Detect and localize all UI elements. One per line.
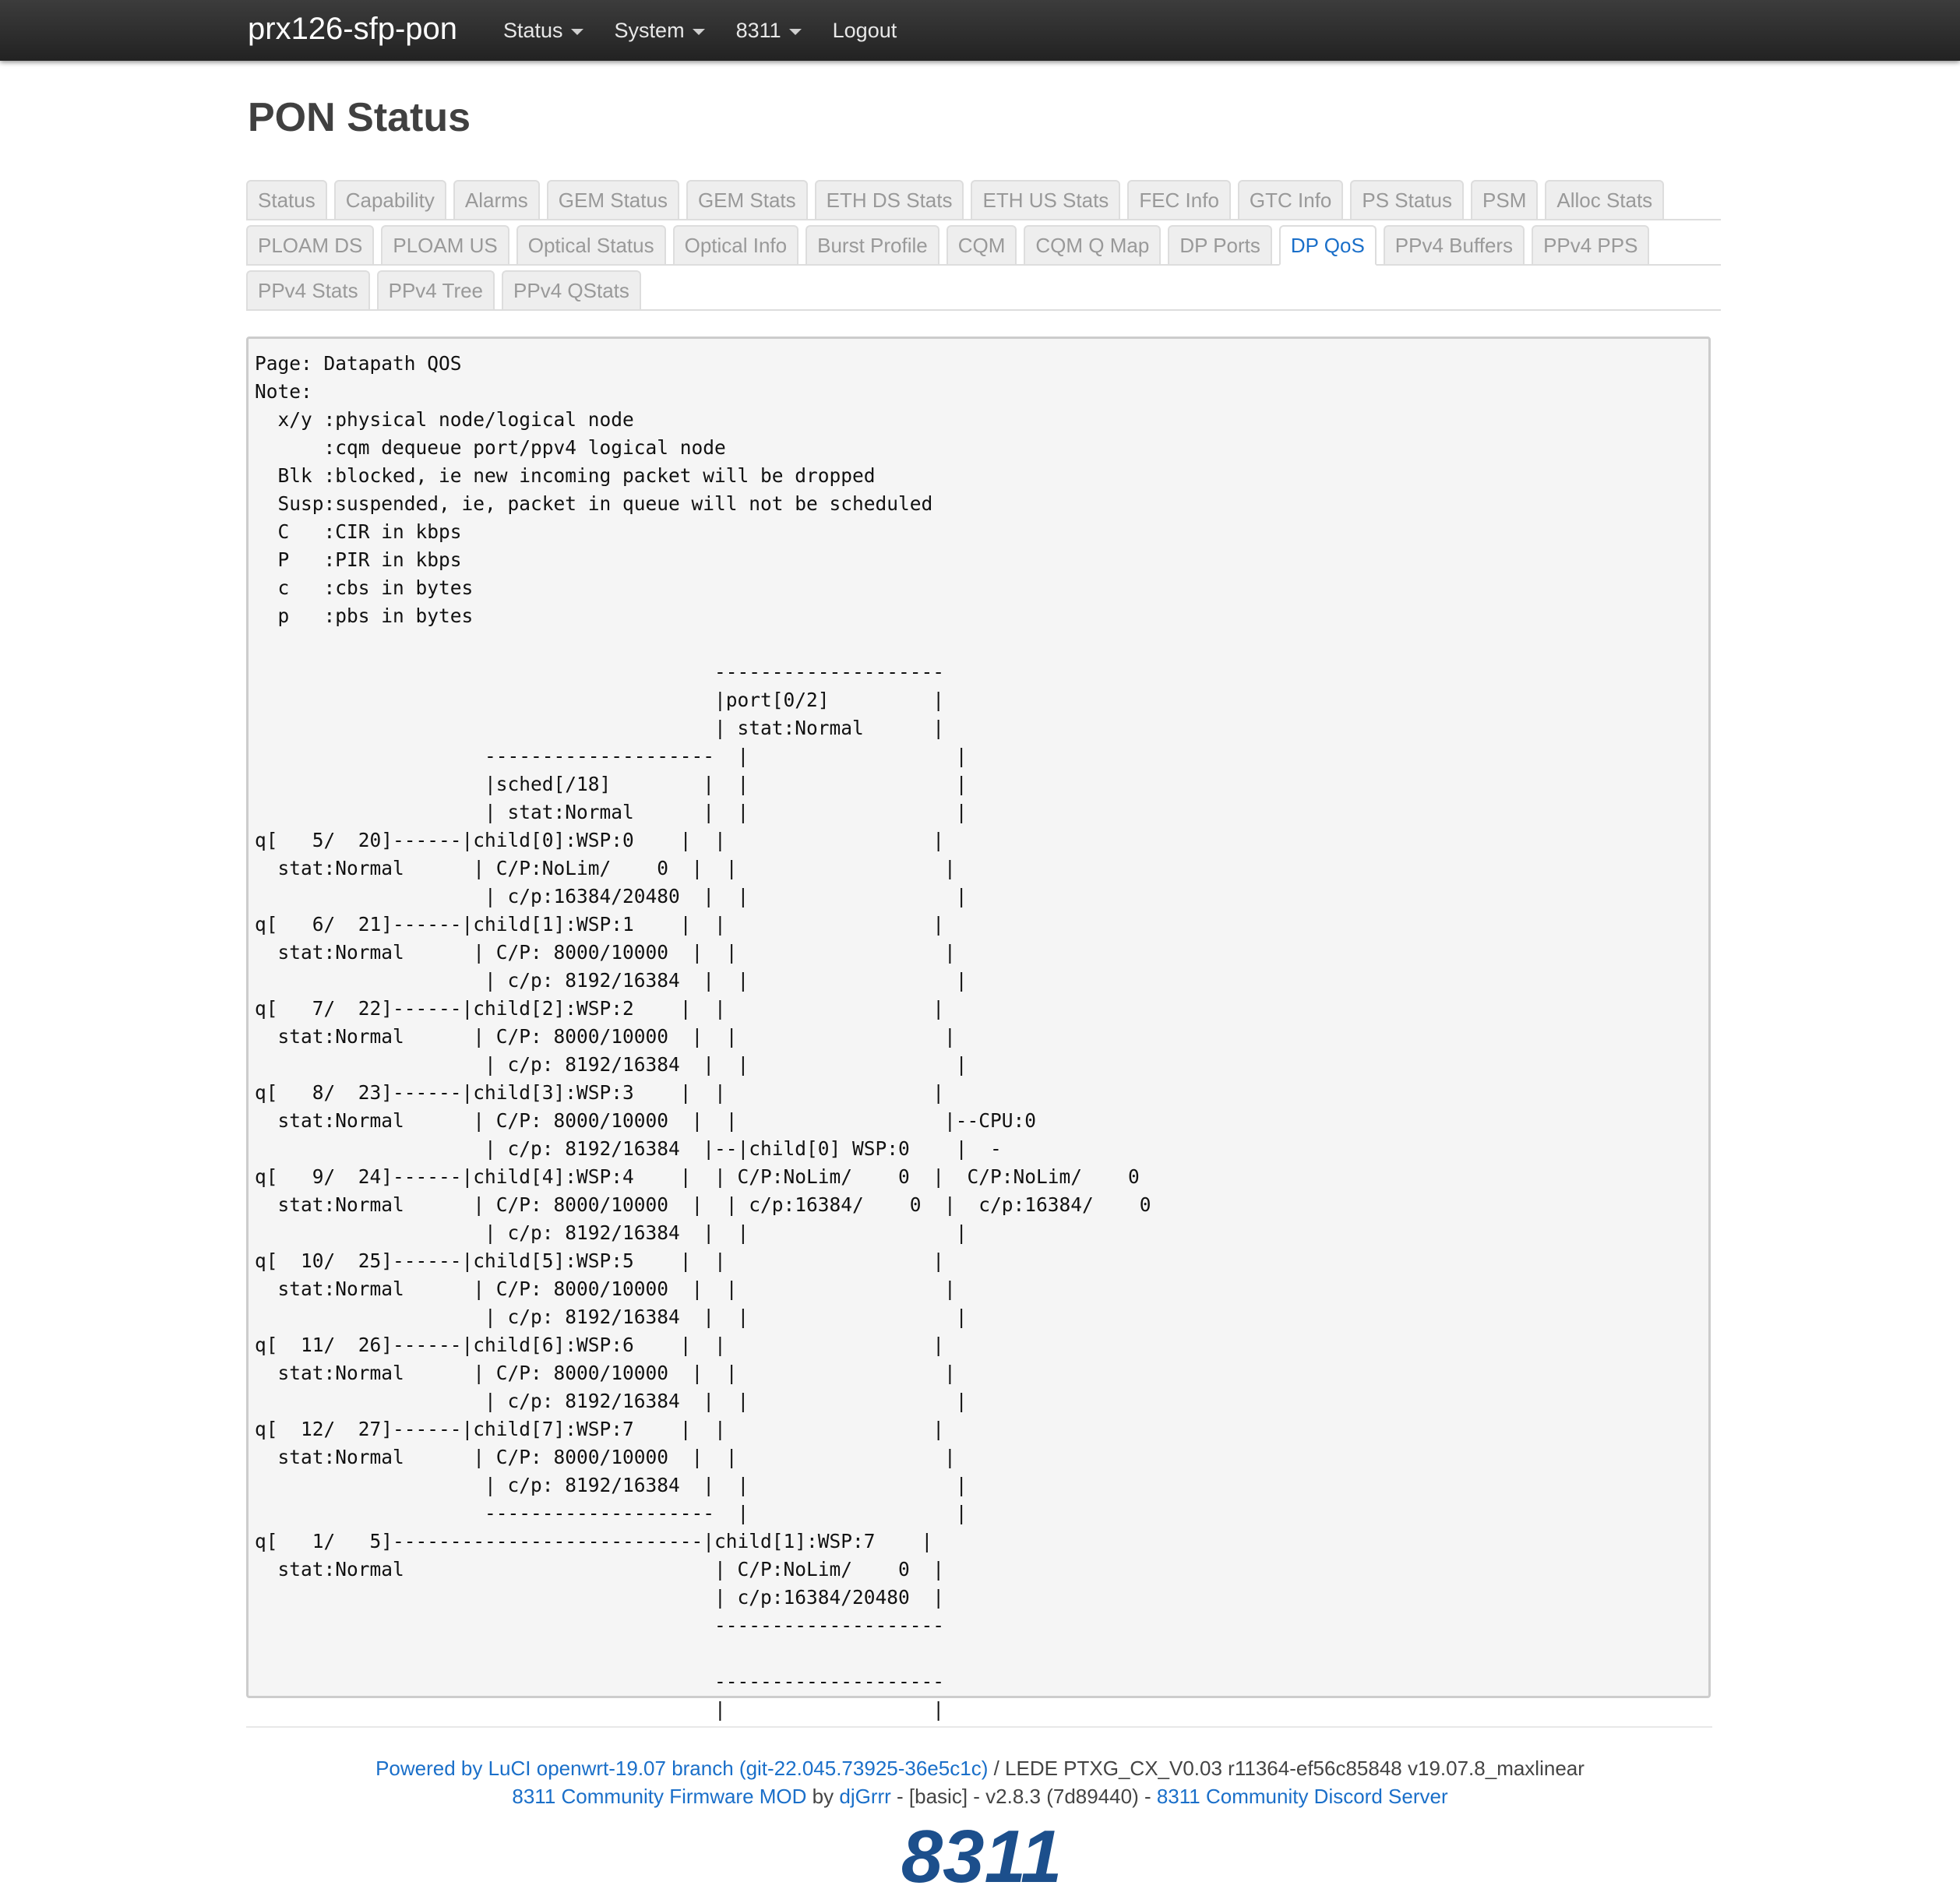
footer-line-1 <box>0 1754 1960 1782</box>
caret-down-icon <box>693 29 705 35</box>
tab-gtc-info[interactable]: GTC Info <box>1238 180 1343 220</box>
author-link[interactable]: djGrrr <box>839 1785 891 1808</box>
tab-optical-info[interactable]: Optical Info <box>673 225 799 266</box>
tab-eth-us-stats[interactable]: ETH US Stats <box>971 180 1120 220</box>
nav-menu <box>503 0 928 61</box>
tab-gem-stats[interactable]: GEM Stats <box>686 180 808 220</box>
page-title: PON Status <box>248 95 471 140</box>
footer-divider <box>246 1726 1712 1728</box>
tab-capability[interactable]: Capability <box>334 180 446 220</box>
community-firmware-link[interactable]: 8311 Community Firmware MOD <box>512 1785 807 1808</box>
nav-logout-link[interactable] <box>833 0 897 61</box>
tab-burst-profile[interactable]: Burst Profile <box>806 225 939 266</box>
dp-qos-output-pane[interactable] <box>246 337 1711 1721</box>
tab-ppv4-buffers[interactable]: PPv4 Buffers <box>1384 225 1525 266</box>
nav-system-menu[interactable] <box>615 0 705 61</box>
nav-8311-menu[interactable] <box>736 0 802 61</box>
brand-hostname[interactable]: prx126-sfp-pon <box>248 12 458 46</box>
footer <box>0 1754 1960 1810</box>
caret-down-icon <box>571 29 583 35</box>
logo-text: 8311 <box>901 1815 1063 1896</box>
tab-ppv4-pps[interactable]: PPv4 PPS <box>1532 225 1649 266</box>
nav-system-label: System <box>614 18 685 42</box>
dp-qos-output-text: Page: Datapath QOS Note: x/y :physical node/logical node :cqm dequeue port/ppv4 logical node Blk :blocked, ie new incoming packet will be dropped Susp:suspended, ie, packet in queue will not be scheduled C :CIR in kbps P :PIR in kbps c :cbs in bytes p :pbs in bytes -------------------- |port[0/2] | | stat:Normal | -------------------- | | |sched[/18] | | | | stat:Normal | | | q[ 5/ 20]------|child[0]:WSP:0 | | | stat:Normal | C/P:NoLim/ 0 | | | | c/p:16384/20480 | | | q[ 6/ 21]------|child[1]:WSP:1 | | | stat:Normal | C/P: 8000/10000 | | | | c/p: 8192/16384 | | | q[ 7/ 22]------|child[2]:WSP:2 | | | stat:Normal | C/P: 8000/10000 | | | | c/p: 8192/16384 | | | q[ 8/ 23]------|child[3]:WSP:3 | | | stat:Normal | C/P: 8000/10000 | | |--CPU:0 | c/p: 8192/16384 |--|child[0] WSP:0 | - q[ 9/ 24]------|child[4]:WSP:4 | | C/P:NoLim/ 0 | C/P:NoLim/ 0 stat:Normal | C/P: 8000/10000 | | c/p:16384/ 0 | c/p:16384/ 0 | c/p: 8192/16384 | | | q[ 10/ 25]------|child[5]:WSP:5 | | | stat:Normal | C/P: 8000/10000 | | | | c/p: 8192/16384 | | | q[ 11/ 26]------|child[6]:WSP:6 | | | stat:Normal | C/P: 8000/10000 | | | | c/p: 8192/16384 | | | q[ 12/ 27]------|child[7]:WSP:7 | | | stat:Normal | C/P: 8000/10000 | | | | c/p: 8192/16384 | | | -------------------- | | q[ 1/ 5]---------------------------|child[1]:WSP:7 | stat:Normal | C/P:NoLim/ 0 | | c/p:16384/20480 | -------------------- -------------------- | | <box>255 352 1151 1721</box>
tab-ploam-ds[interactable]: PLOAM DS <box>246 225 374 266</box>
footer-by-text: by <box>806 1785 840 1808</box>
firmware-version-text: / LEDE PTXG_CX_V0.03 r11364-ef56c85848 v19.07.8_maxlinear <box>988 1757 1585 1780</box>
tab-gem-status[interactable]: GEM Status <box>547 180 679 220</box>
tab-ppv4-tree[interactable]: PPv4 Tree <box>377 270 495 311</box>
tab-eth-ds-stats[interactable]: ETH DS Stats <box>815 180 964 220</box>
nav-logout-label: Logout <box>832 18 897 42</box>
tab-alarms[interactable]: Alarms <box>453 180 540 220</box>
luci-version-link[interactable]: Powered by LuCI openwrt-19.07 branch (git-22.045.73925-36e5c1c) <box>375 1757 989 1780</box>
tab-cqm[interactable]: CQM <box>947 225 1017 266</box>
mod-version-text: - [basic] - v2.8.3 (7d89440) - <box>890 1785 1157 1808</box>
8311-logo <box>901 1815 1063 1896</box>
tab-ps-status[interactable]: PS Status <box>1350 180 1464 220</box>
tab-row-1 <box>246 175 1721 220</box>
tab-cqm-q-map[interactable]: CQM Q Map <box>1024 225 1161 266</box>
nav-status-label: Status <box>503 18 563 42</box>
tab-status[interactable]: Status <box>246 180 327 220</box>
nav-8311-label: 8311 <box>735 18 781 42</box>
footer-line-2 <box>0 1782 1960 1810</box>
nav-status-menu[interactable] <box>503 0 583 61</box>
tab-dp-qos[interactable]: DP QoS <box>1279 225 1377 266</box>
tab-ppv4-stats[interactable]: PPv4 Stats <box>246 270 370 311</box>
tab-row-2 <box>246 220 1721 266</box>
tab-dp-ports[interactable]: DP Ports <box>1168 225 1272 266</box>
tab-alloc-stats[interactable]: Alloc Stats <box>1545 180 1664 220</box>
tab-fec-info[interactable]: FEC Info <box>1127 180 1231 220</box>
tab-ploam-us[interactable]: PLOAM US <box>381 225 509 266</box>
top-navbar <box>0 0 1960 61</box>
tab-ppv4-qstats[interactable]: PPv4 QStats <box>502 270 641 311</box>
discord-server-link[interactable]: 8311 Community Discord Server <box>1156 1785 1448 1808</box>
tab-optical-status[interactable]: Optical Status <box>516 225 666 266</box>
tab-psm[interactable]: PSM <box>1471 180 1538 220</box>
tab-row-3 <box>246 266 1721 311</box>
caret-down-icon <box>789 29 802 35</box>
